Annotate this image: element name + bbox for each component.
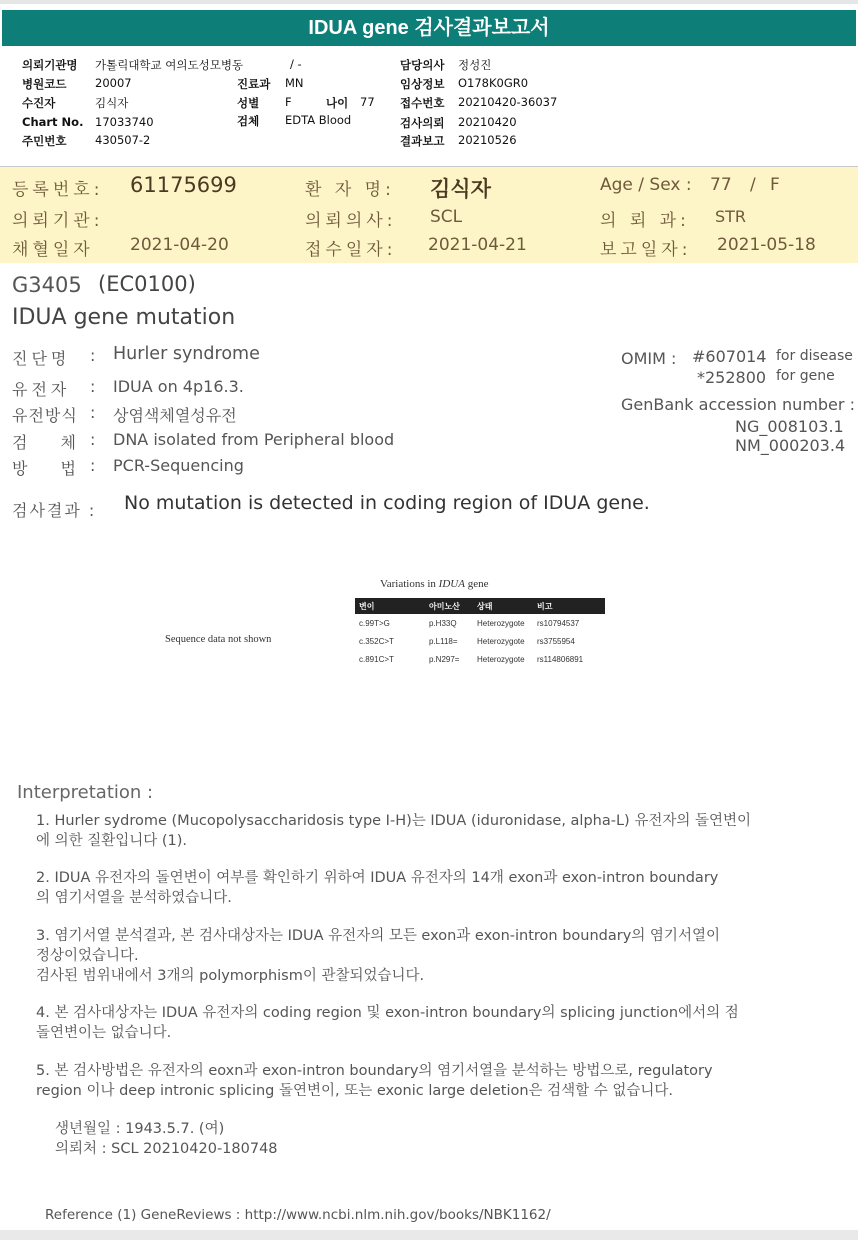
inheritance-value: 상염색체열성유전 xyxy=(113,406,237,425)
header-label: 검사의뢰 xyxy=(400,116,445,130)
header-value: 17033740 xyxy=(95,115,154,129)
interpretation-item xyxy=(36,1003,739,1043)
variations-table xyxy=(355,598,605,668)
header-label: 담당의사 xyxy=(400,58,445,72)
department-value: STR xyxy=(715,207,747,226)
interpretation-line: 5. 본 검사방법은 유전자의 eoxn과 exon-intron boundary의 염기서열을 분석하는 방법으로, regulatory xyxy=(36,1063,713,1079)
report-date: 2021-05-18 xyxy=(717,235,816,255)
institution-label: 의뢰기관: xyxy=(12,211,104,231)
omim-disease-note: for disease xyxy=(776,348,853,364)
specimen-value: DNA isolated from Peripheral blood xyxy=(113,430,395,449)
test-code: G3405 xyxy=(12,273,82,297)
header-value: 20007 xyxy=(95,76,132,90)
table-cell: Heterozygote xyxy=(477,636,525,646)
reference-link[interactable]: Reference (1) GeneReviews : http://www.ncbi.nlm.nih.gov/books/NBK1162/ xyxy=(45,1207,551,1223)
header-value: 가톨릭대학교 여의도성모병동 xyxy=(95,58,244,72)
table-cell: c.891C>T xyxy=(359,654,394,664)
inheritance-label: 유전방식 xyxy=(12,406,78,425)
header-label: 결과보고 xyxy=(400,134,445,148)
header-value: 20210526 xyxy=(458,133,517,147)
header-value: / - xyxy=(290,57,302,71)
header-value: MN xyxy=(285,76,304,90)
table-cell: c.352C>T xyxy=(359,636,394,646)
header-value: 정성진 xyxy=(458,58,492,72)
gene-label: 유전자 xyxy=(12,380,71,399)
column-header: 변이 xyxy=(355,598,425,614)
header-label: 임상정보 xyxy=(400,77,445,91)
omim-disease-id: #607014 xyxy=(692,347,767,366)
interpretation-line: region 이나 deep intronic splicing 돌연변이, 또는 exonic large deletion은 검색할 수 없습니다. xyxy=(36,1083,674,1099)
sex-value: F xyxy=(770,175,780,195)
colon: : xyxy=(90,377,100,396)
figure-title: Variations in IDUA gene xyxy=(380,578,489,590)
column-header: 아미노산 xyxy=(425,598,473,614)
interpretation-line: 4. 본 검사대상자는 IDUA 유전자의 coding region 및 exon-intron boundary의 splicing junction에서의 점 xyxy=(36,1005,739,1021)
table-cell: Heterozygote xyxy=(477,654,525,664)
bottom-border xyxy=(0,1230,858,1240)
interpretation-item xyxy=(36,1061,713,1101)
test-code-alt: (EC0100) xyxy=(98,272,196,296)
colon: : xyxy=(90,456,100,475)
table-cell: Heterozygote xyxy=(477,618,525,628)
interpretation-line: 에 의한 질환입니다 (1). xyxy=(36,833,188,849)
genbank-label: GenBank accession number : xyxy=(621,395,855,414)
interpretation-item xyxy=(36,811,751,851)
omim-gene-id: *252800 xyxy=(697,368,767,387)
table-row xyxy=(355,650,605,668)
receive-date: 2021-04-21 xyxy=(428,235,527,255)
gene-value: IDUA on 4p16.3. xyxy=(113,377,244,396)
patient-band xyxy=(0,166,858,263)
header-label: 의뢰기관명 xyxy=(22,58,78,72)
diagnosis-label: 진단명 xyxy=(12,349,71,368)
sex-separator: / xyxy=(750,175,756,195)
interpretation-line: 검사된 범위내에서 3개의 polymorphism이 관찰되었습니다. xyxy=(36,968,425,984)
interpretation-line: 2. IDUA 유전자의 돌연변이 여부를 확인하기 위하여 IDUA 유전자의 14개 exon과 exon-intron boundary xyxy=(36,870,719,886)
table-cell: p.H33Q xyxy=(429,618,457,628)
header-label: 병원코드 xyxy=(22,77,67,91)
table-header-row xyxy=(355,598,605,614)
table-cell: c.99T>G xyxy=(359,618,390,628)
table-cell: rs114806891 xyxy=(537,654,584,664)
test-name: IDUA gene mutation xyxy=(12,305,236,330)
table-cell: rs10794537 xyxy=(537,618,580,628)
interpretation-heading: Interpretation : xyxy=(17,782,154,803)
header-value: EDTA Blood xyxy=(285,113,352,127)
interpretation-line: 1. Hurler sydrome (Mucopolysaccharidosis type I-H)는 IDUA (iduronidase, alpha-L) 유전자의 돌연변이 xyxy=(36,813,751,829)
interpretation-item xyxy=(36,926,720,986)
collection-date-label: 채혈일자 xyxy=(12,240,94,260)
interpretation-item xyxy=(36,868,718,908)
omim-label: OMIM : xyxy=(621,349,677,368)
result-value: No mutation is detected in coding region of IDUA gene. xyxy=(124,492,650,514)
header-label: Chart No. xyxy=(22,115,84,129)
header-label: 수진자 xyxy=(22,96,56,110)
top-border xyxy=(0,0,858,4)
table-cell: p.N297= xyxy=(429,654,460,664)
table-row xyxy=(355,614,605,632)
birth-date: 생년월일 : 1943.5.7. (여) xyxy=(55,1121,225,1137)
header-value: 77 xyxy=(360,95,375,109)
age-value: 77 xyxy=(710,175,732,195)
interpretation-line: 정상이었습니다. xyxy=(36,948,139,964)
interpretation-line: 의 염기서열을 분석하였습니다. xyxy=(36,890,232,906)
column-header: 비고 xyxy=(533,598,605,614)
table-cell: rs3755954 xyxy=(537,636,575,646)
doctor-label: 의뢰의사: xyxy=(305,211,397,231)
table-row xyxy=(355,632,605,650)
header-label: 진료과 xyxy=(237,77,271,91)
doctor-value: SCL xyxy=(430,207,463,227)
method-value: PCR-Sequencing xyxy=(113,456,244,475)
table-cell: p.L118= xyxy=(429,636,458,646)
patient-name-label: 환 자 명: xyxy=(305,180,395,200)
patient-name: 김식자 xyxy=(430,177,491,201)
colon: : xyxy=(90,346,100,365)
header-label: 검체 xyxy=(237,114,260,128)
colon: : xyxy=(90,430,100,449)
department-label: 의 뢰 과: xyxy=(600,211,690,231)
interpretation-line: 돌연변이는 없습니다. xyxy=(36,1025,172,1041)
genbank-ng: NG_008103.1 xyxy=(735,417,844,436)
header-value: 430507-2 xyxy=(95,133,151,147)
age-sex-label: Age / Sex : xyxy=(600,175,692,195)
sequence-note: Sequence data not shown xyxy=(165,634,272,645)
header-value: O178K0GR0 xyxy=(458,76,529,90)
header-value: F xyxy=(285,95,292,109)
header-label: 접수번호 xyxy=(400,96,445,110)
omim-gene-note: for gene xyxy=(776,368,835,384)
receive-date-label: 접수일자: xyxy=(305,240,397,260)
collection-date: 2021-04-20 xyxy=(130,235,229,255)
requester-id: 의뢰처 : SCL 20210420-180748 xyxy=(55,1141,278,1157)
report-title: IDUA gene 검사결과보고서 xyxy=(2,10,856,46)
method-label: 방 법 xyxy=(12,459,90,478)
header-label: 나이 xyxy=(326,96,349,110)
header-value: 20210420 xyxy=(458,115,517,129)
header-value: 20210420-36037 xyxy=(458,95,558,109)
genbank-nm: NM_000203.4 xyxy=(735,436,846,455)
report-date-label: 보고일자: xyxy=(600,240,692,260)
diagnosis-value: Hurler syndrome xyxy=(113,344,260,364)
result-label: 검사결과 : xyxy=(12,501,97,520)
registration-number: 61175699 xyxy=(130,173,237,197)
specimen-label: 검 체 xyxy=(12,433,90,452)
column-header: 상태 xyxy=(473,598,533,614)
registration-label: 등록번호: xyxy=(12,180,104,200)
interpretation-line: 3. 염기서열 분석결과, 본 검사대상자는 IDUA 유전자의 모든 exon과 exon-intron boundary의 염기서열이 xyxy=(36,928,720,944)
header-value: 김식자 xyxy=(95,96,129,110)
header-label: 주민번호 xyxy=(22,134,67,148)
colon: : xyxy=(90,403,100,422)
header-label: 성별 xyxy=(237,96,260,110)
